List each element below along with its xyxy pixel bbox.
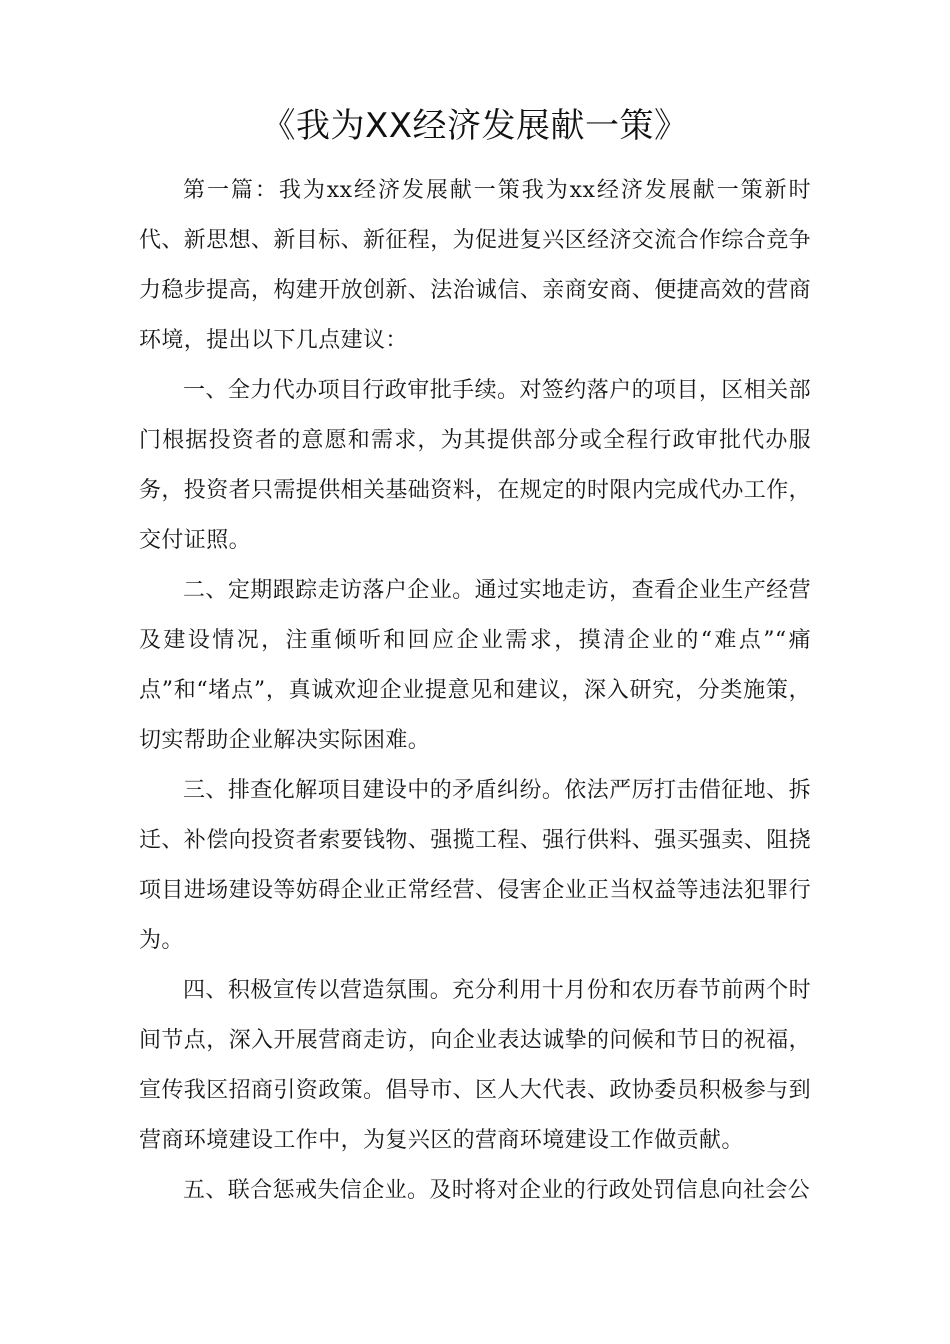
document-body [139, 100, 811, 1216]
paragraph-intro: 第一篇：我为xx经济发展献一策我为xx经济发展献一策新时代、新思想、新目标、新征程，为促进复兴区经济交流合作综合竞争力稳步提高，构建开放创新、法治诚信、亲商安商、便捷高效的营商环境，提出以下几点建议： [139, 178, 812, 353]
paragraph-suggestion-1: 一、全力代办项目行政审批手续。对签约落户的项目，区相关部门根据投资者的意愿和需求，为其提供部分或全程行政审批代办服务，投资者只需提供相关基础资料，在规定的时限内完成代办工作，交付证照。 [139, 378, 812, 553]
paragraph-suggestion-3: 三、排查化解项目建设中的矛盾纠纷。依法严厉打击借征地、拆迁、补偿向投资者索要钱物、强揽工程、强行供料、强买强卖、阻挠项目进场建设等妨碍企业正常经营、侵害企业正当权益等违法犯罪行为。 [139, 778, 812, 953]
document-title: 《我为XX经济发展献一策》 [261, 106, 689, 146]
paragraph-suggestion-4: 四、积极宣传以营造氛围。充分利用十月份和农历春节前两个时间节点，深入开展营商走访，向企业表达诚挚的问候和节日的祝福，宣传我区招商引资政策。倡导市、区人大代表、政协委员积极参与到营商环境建设工作中，为复兴区的营商环境建设工作做贡献。 [139, 978, 812, 1153]
paragraph-suggestion-5: 五、联合惩戒失信企业。及时将对企业的行政处罚信息向社会公 [183, 1178, 811, 1203]
paragraph-suggestion-2: 二、定期跟踪走访落户企业。通过实地走访，查看企业生产经营及建设情况，注重倾听和回应企业需求，摸清企业的“难点”“痛点”和“堵点”，真诚欢迎企业提意见和建议，深入研究，分类施策，切实帮助企业解决实际困难。 [139, 578, 811, 753]
